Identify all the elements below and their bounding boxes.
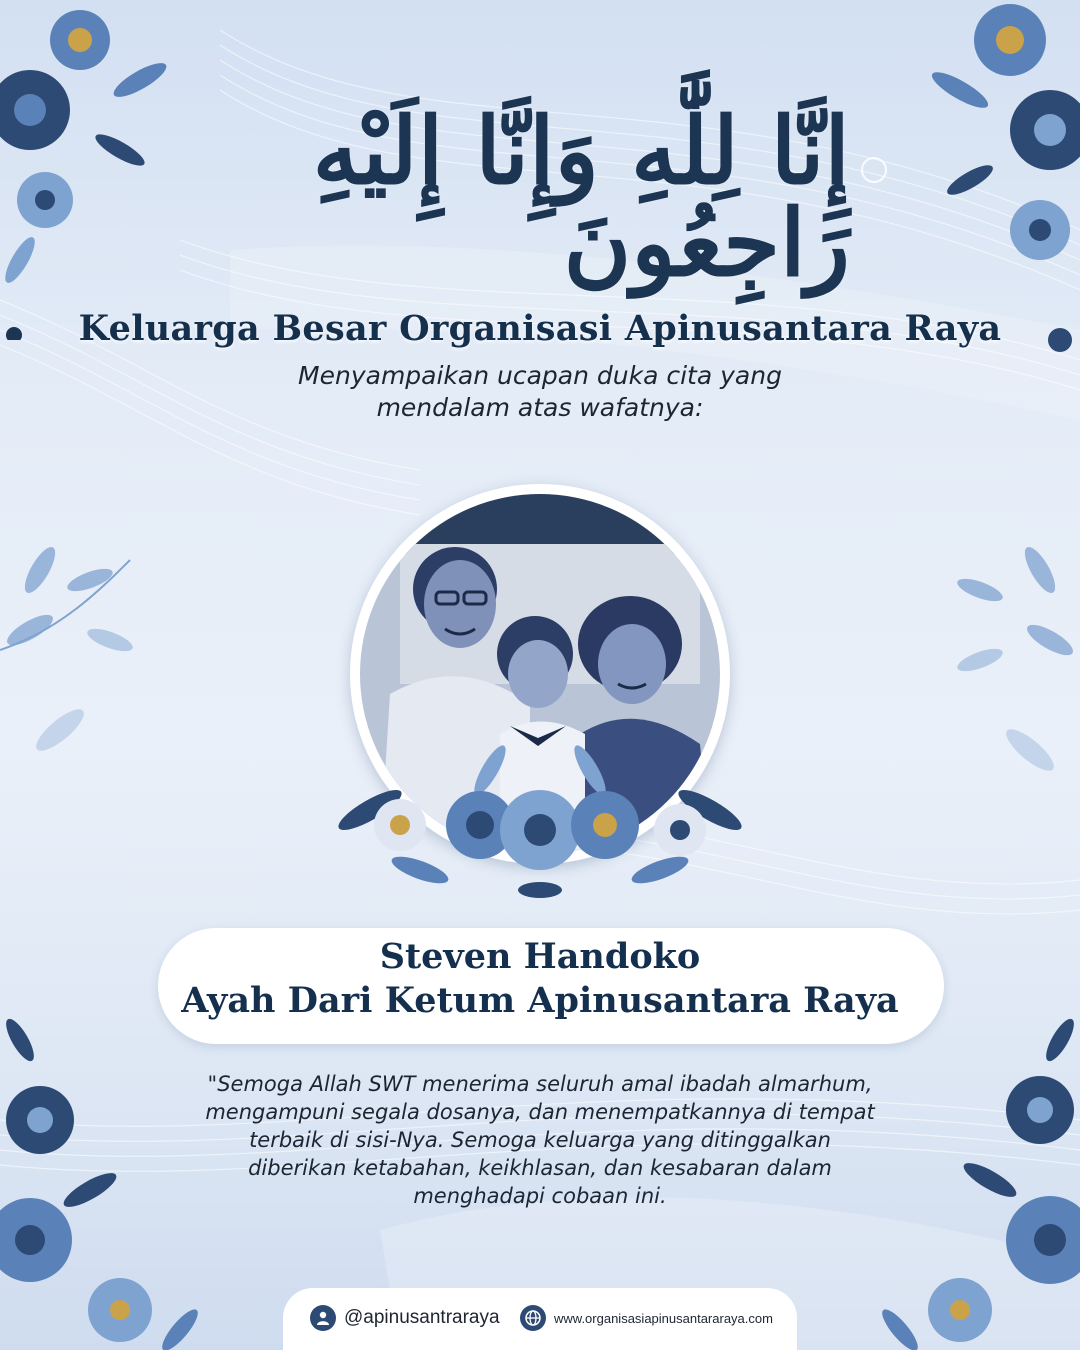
- prayer-text: [150, 1070, 930, 1210]
- prayer-line: terbaik di sisi-Nya. Semoga keluarga yang ditinggalkan: [249, 1128, 831, 1152]
- website-link[interactable]: [520, 1305, 773, 1331]
- social-handle-link[interactable]: [310, 1305, 500, 1331]
- prayer-line: menghadapi cobaan ini.: [413, 1184, 667, 1208]
- prayer-line: mengampuni segala dosanya, dan menempatkannya di tempat: [205, 1100, 875, 1124]
- arabic-calligraphy: إِنَّا لِلَّٰهِ وَإِنَّا إِلَيْهِ رَاجِعُونَ: [312, 97, 850, 297]
- decorative-circle: [861, 157, 887, 183]
- leaves-middle-left: [0, 530, 140, 830]
- condolence-subtitle: [0, 360, 1080, 424]
- user-icon: [310, 1305, 336, 1331]
- floral-photo-arrangement: [330, 730, 750, 910]
- deceased-name: Steven Handoko: [379, 936, 701, 977]
- subtitle-line: mendalam atas wafatnya:: [376, 393, 704, 422]
- website-url: www.organisasiapinusantararaya.com: [554, 1310, 773, 1326]
- globe-icon: [520, 1305, 546, 1331]
- deceased-relation: Ayah Dari Ketum Apinusantara Raya: [181, 980, 899, 1021]
- floral-top-left: [0, 0, 200, 340]
- prayer-line: "Semoga Allah SWT menerima seluruh amal ibadah almarhum,: [207, 1072, 873, 1096]
- organization-title: Keluarga Besar Organisasi Apinusantara Raya: [78, 308, 1002, 349]
- leaves-middle-right: [940, 530, 1080, 830]
- subtitle-line: Menyampaikan ucapan duka cita yang: [298, 361, 782, 390]
- social-handle: @apinusantraraya: [344, 1307, 500, 1328]
- prayer-line: diberikan ketabahan, keikhlasan, dan kesabaran dalam: [248, 1156, 832, 1180]
